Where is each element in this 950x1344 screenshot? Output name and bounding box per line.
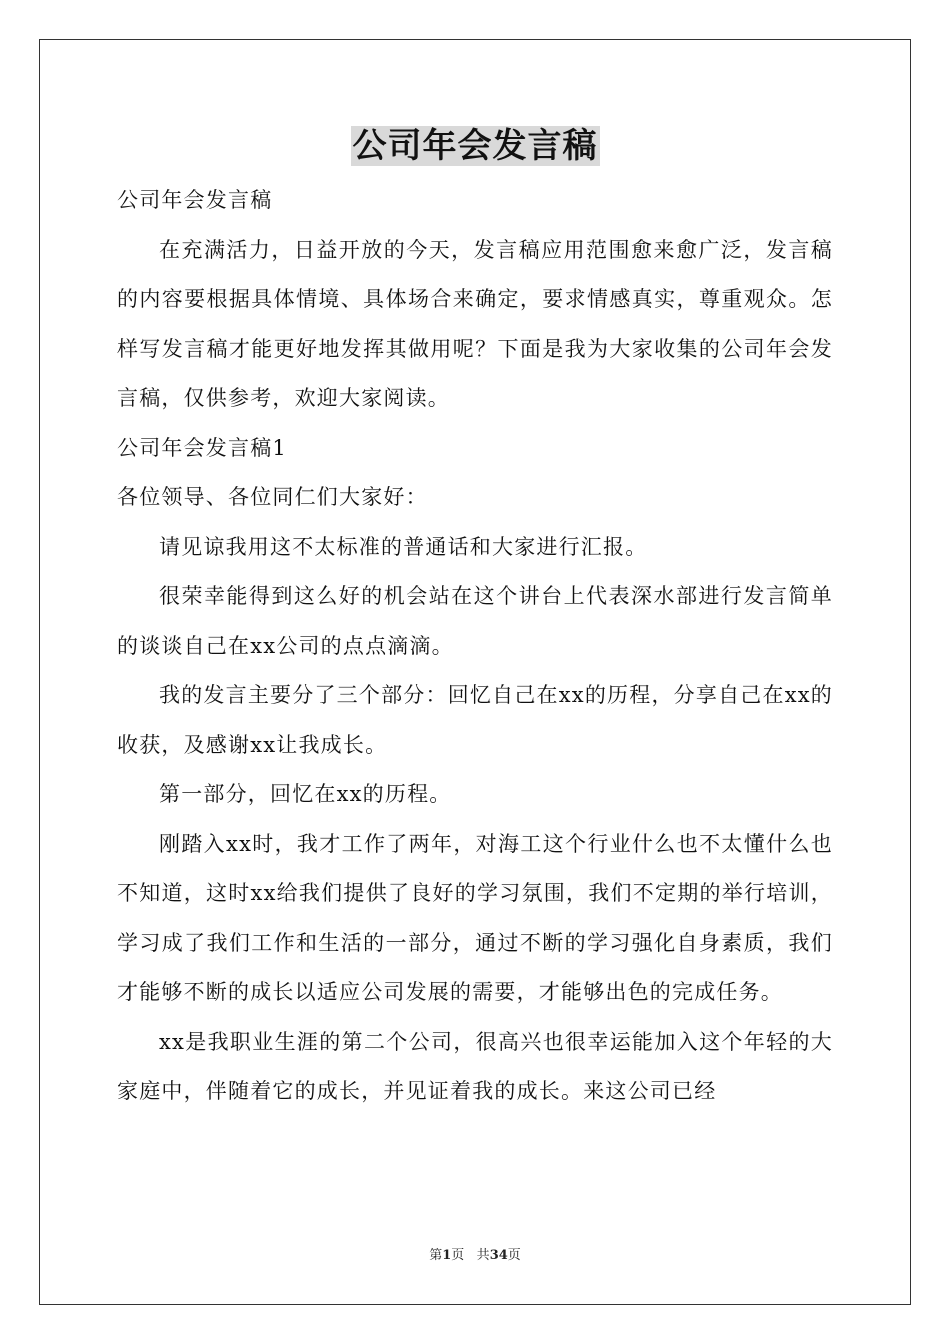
body-heading: 公司年会发言稿 (117, 188, 273, 212)
total-prefix: 共 (476, 1248, 490, 1263)
section-heading: 公司年会发言稿1 (117, 435, 287, 460)
body-paragraph: 我的发言主要分了三个部分：回忆自己在xx的历程，分享自己在xx的收获，及感谢xx让我成长。 (117, 683, 833, 757)
document-title (0, 124, 950, 168)
salutation: 各位领导、各位同仁们大家好： (117, 485, 428, 509)
body-paragraph: 请见谅我用这不太标准的普通话和大家进行汇报。 (159, 534, 648, 559)
body-paragraph: xx是我职业生涯的第二个公司，很高兴也很幸运能加入这个年轻的大家庭中，伴随着它的成长，并见证着我的成长。来这公司已经 (117, 1029, 833, 1103)
page-unit: 页 (451, 1248, 465, 1263)
document-title-text: 公司年会发言稿 (352, 126, 598, 166)
body-paragraph: 刚踏入xx时，我才工作了两年，对海工这个行业什么也不太懂什么也不知道，这时xx给我们提供了良好的学习氛围，我们不定期的举行培训，学习成了我们工作和生活的一部分，通过不断的学习强化自身素质，我们才能够不断的成长以适应公司发展的需要，才能够出色的完成任务。 (117, 831, 833, 1004)
page-number: 1 (442, 1248, 452, 1263)
page-footer (0, 1246, 950, 1266)
total-pages: 34 (489, 1248, 508, 1263)
body-paragraph: 很荣幸能得到这么好的机会站在这个讲台上代表深水部进行发言简单的谈谈自己在xx公司的点点滴滴。 (117, 584, 833, 658)
document-body (117, 176, 833, 1117)
intro-paragraph: 在充满活力，日益开放的今天，发言稿应用范围愈来愈广泛，发言稿的内容要根据具体情境、具体场合来确定，要求情感真实，尊重观众。怎样写发言稿才能更好地发挥其做用呢？下面是我为大家收集的公司年会发言稿，仅供参考，欢迎大家阅读。 (117, 237, 833, 410)
body-paragraph: 第一部分，回忆在xx的历程。 (159, 782, 452, 806)
page-prefix: 第 (429, 1248, 443, 1263)
total-unit: 页 (507, 1248, 521, 1263)
